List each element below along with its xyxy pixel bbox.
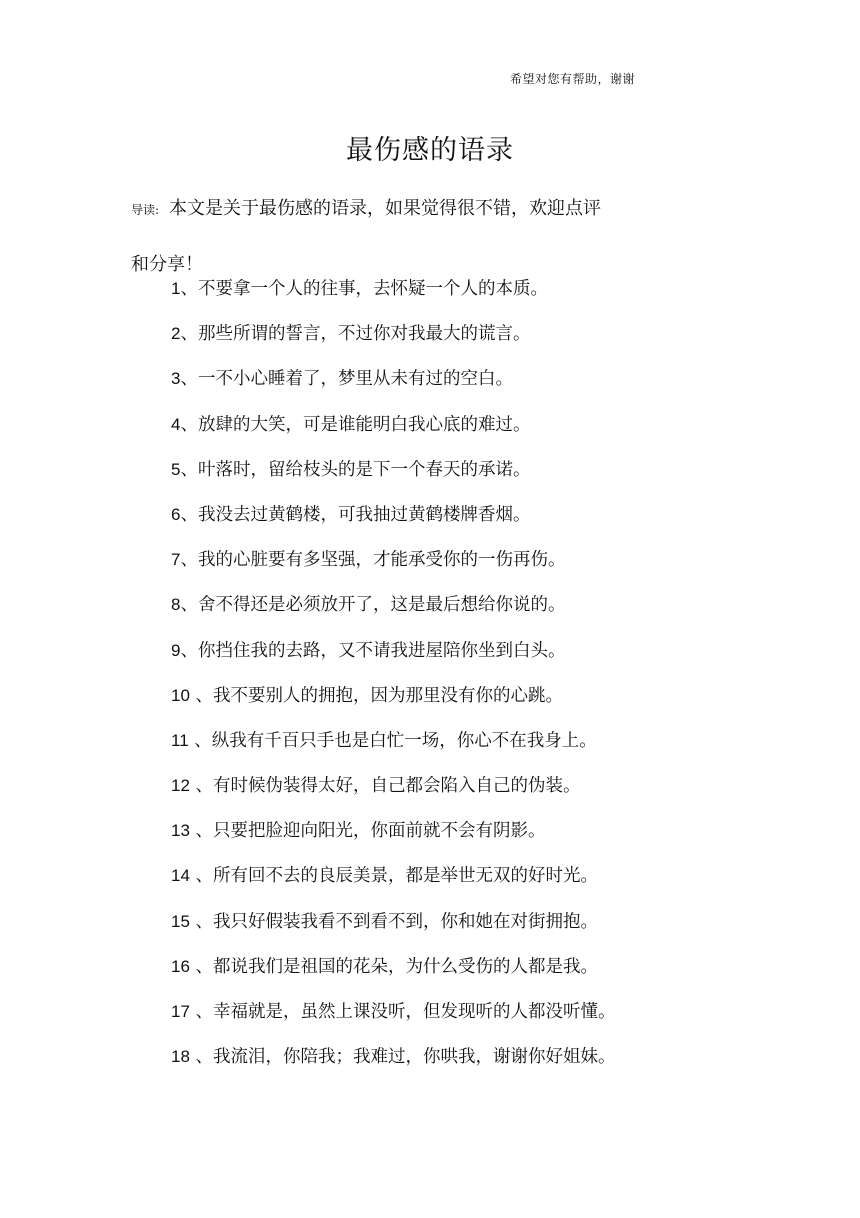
quote-separator: 、: [180, 414, 198, 435]
quote-separator: 、: [189, 776, 213, 797]
quote-text: 我只好假装我看不到看不到，你和她在对街拥抱。: [213, 911, 598, 932]
intro-line-1: [131, 181, 691, 237]
quote-item: [171, 1040, 616, 1085]
quote-separator: 、: [189, 685, 213, 706]
quote-item: [171, 769, 616, 814]
quote-text: 都说我们是祖国的花朵，为什么受伤的人都是我。: [213, 956, 598, 977]
quote-separator: 、: [180, 640, 198, 661]
quote-number: 11: [171, 730, 189, 750]
quote-item: [171, 995, 616, 1040]
quote-separator: 、: [180, 369, 198, 390]
quote-separator: 、: [180, 324, 198, 345]
quote-text: 我不要别人的拥抱，因为那里没有你的心跳。: [213, 685, 563, 706]
intro-label: 导读:: [131, 203, 160, 217]
quote-item: [171, 634, 616, 679]
quote-item: [171, 272, 616, 317]
quote-text: 我流泪，你陪我；我难过，你哄我，谢谢你好姐妹。: [213, 1047, 616, 1068]
quote-item: [171, 950, 616, 995]
quote-separator: 、: [189, 821, 213, 842]
document-title: 最伤感的语录: [346, 135, 514, 166]
quote-number: 6: [171, 504, 181, 524]
quote-item: [171, 679, 616, 724]
quote-item: [171, 588, 616, 633]
quote-number: 5: [171, 459, 181, 479]
quote-number: 13: [171, 821, 190, 841]
quote-item: [171, 453, 616, 498]
quote-separator: 、: [189, 866, 213, 887]
quote-text: 幸福就是，虽然上课没听，但发现听的人都没听懂。: [213, 1002, 616, 1022]
quote-text: 叶落时，留给枝头的是下一个春天的承诺。: [197, 459, 531, 480]
quote-separator: 、: [180, 595, 198, 616]
quote-text: 一不小心睡着了，梦里从未有过的空白。: [197, 369, 513, 390]
quote-number: 16: [171, 956, 190, 976]
quote-separator: 、: [180, 550, 198, 571]
quote-separator: 、: [189, 911, 213, 932]
quote-number: 9: [171, 640, 181, 660]
quote-number: 17: [171, 1002, 190, 1021]
quote-text: 有时候伪装得太好，自己都会陷入自己的伪装。: [213, 776, 581, 797]
quote-text: 我没去过黄鹤楼，可我抽过黄鹤楼牌香烟。: [197, 504, 531, 525]
quote-number: 7: [171, 550, 181, 570]
quote-item: [171, 317, 616, 362]
header-note: 希望对您有帮助，谢谢: [510, 72, 636, 86]
quote-number: 12: [171, 776, 190, 796]
quote-text: 只要把脸迎向阳光，你面前就不会有阴影。: [213, 821, 546, 842]
quote-number: 15: [171, 911, 190, 931]
quote-number: 3: [171, 369, 181, 389]
quote-separator: 、: [189, 956, 213, 977]
quote-separator: 、: [188, 730, 212, 751]
quote-text: 放肆的大笑，可是谁能明白我心底的难过。: [197, 414, 531, 435]
quote-separator: 、: [180, 459, 198, 480]
quote-number: 18: [171, 1047, 190, 1067]
quote-number: 4: [171, 414, 181, 434]
quote-item: [171, 859, 616, 904]
quote-number: 14: [171, 866, 190, 886]
quote-number: 10: [171, 685, 190, 705]
quote-list: [171, 272, 616, 1085]
quote-number: 8: [171, 595, 181, 615]
quote-text: 那些所谓的誓言，不过你对我最大的谎言。: [197, 324, 531, 345]
intro-line-2: 和分享！: [131, 254, 203, 275]
quote-item: [171, 362, 616, 407]
quote-item: [171, 543, 616, 588]
quote-item: [171, 814, 616, 859]
intro-text-1: 本文是关于最伤感的语录，如果觉得很不错，欢迎点评: [169, 198, 602, 219]
quote-separator: 、: [189, 1002, 213, 1022]
quote-text: 舍不得还是必须放开了，这是最后想给你说的。: [197, 595, 566, 616]
quote-text: 不要拿一个人的往事，去怀疑一个人的本质。: [197, 279, 548, 299]
quote-item: [171, 905, 616, 950]
quote-separator: 、: [180, 279, 198, 299]
quote-text: 我的心脏要有多坚强，才能承受你的一伤再伤。: [197, 550, 566, 571]
quote-text: 你挡住我的去路，又不请我进屋陪你坐到白头。: [197, 640, 566, 661]
quote-item: [171, 408, 616, 453]
quote-number: 2: [171, 324, 181, 344]
quote-text: 纵我有千百只手也是白忙一场，你心不在我身上。: [211, 730, 597, 751]
quote-separator: 、: [180, 504, 198, 525]
quote-item: [171, 498, 616, 543]
quote-separator: 、: [189, 1047, 213, 1068]
quote-item: [171, 724, 616, 769]
quote-number: 1: [171, 279, 181, 298]
quote-text: 所有回不去的良辰美景，都是举世无双的好时光。: [213, 866, 598, 887]
